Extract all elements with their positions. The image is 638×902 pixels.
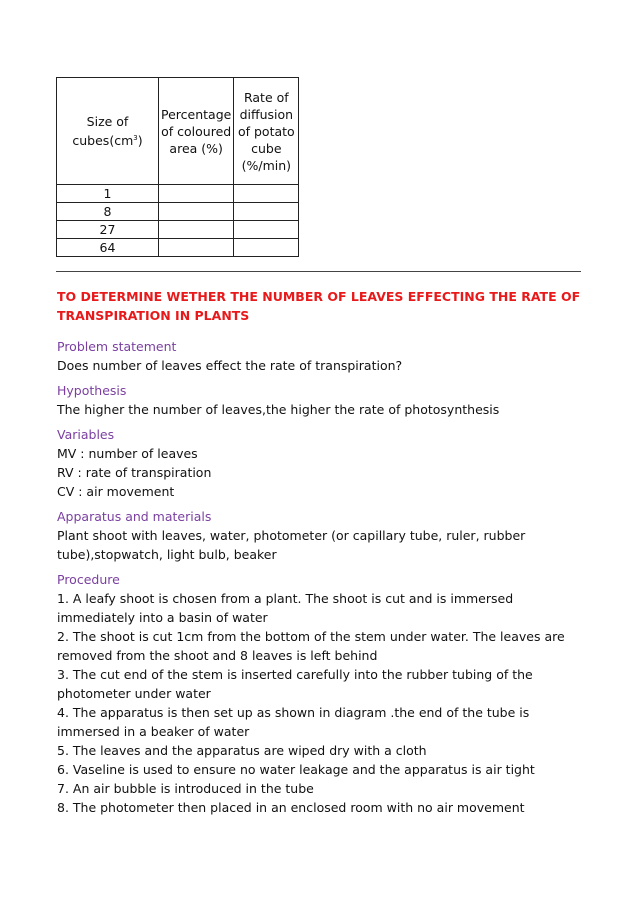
cell-rate bbox=[234, 239, 299, 257]
hypothesis-heading: Hypothesis bbox=[57, 383, 127, 398]
table-row bbox=[57, 221, 299, 239]
cell-percentage bbox=[159, 203, 234, 221]
cell-percentage bbox=[159, 221, 234, 239]
procedure-step: 3. The cut end of the stem is inserted carefully into the rubber tubing of the photometer under water bbox=[57, 667, 533, 701]
cell-size: 64 bbox=[57, 239, 159, 257]
horizontal-divider bbox=[56, 271, 581, 272]
hypothesis-text: The higher the number of leaves,the higher the rate of photosynthesis bbox=[57, 402, 500, 417]
table-row bbox=[57, 203, 299, 221]
table-row bbox=[57, 185, 299, 203]
procedure-step: 4. The apparatus is then set up as shown in diagram .the end of the tube is immersed in a beaker of water bbox=[57, 705, 530, 739]
variable-item: RV : rate of transpiration bbox=[57, 465, 212, 480]
procedure-step: 1. A leafy shoot is chosen from a plant. The shoot is cut and is immersed immediately into a basin of water bbox=[57, 591, 514, 625]
header-size-close: ) bbox=[137, 133, 143, 149]
problem-heading: Problem statement bbox=[57, 339, 177, 354]
cell-percentage bbox=[159, 185, 234, 203]
variable-item: CV : air movement bbox=[57, 484, 175, 499]
header-size-sup: 3 bbox=[133, 133, 138, 142]
cell-size: 1 bbox=[57, 185, 159, 203]
header-size bbox=[57, 78, 159, 185]
results-table bbox=[56, 77, 299, 257]
cell-size: 8 bbox=[57, 203, 159, 221]
cell-rate bbox=[234, 203, 299, 221]
variable-item: MV : number of leaves bbox=[57, 446, 198, 461]
header-size-label: Size of cubes(cm bbox=[72, 113, 134, 149]
variables-list bbox=[57, 444, 587, 501]
procedure-step: 6. Vaseline is used to ensure no water leakage and the apparatus is air tight bbox=[57, 762, 535, 777]
cell-size: 27 bbox=[57, 221, 159, 239]
cell-rate bbox=[234, 221, 299, 239]
procedure-step: 5. The leaves and the apparatus are wiped dry with a cloth bbox=[57, 743, 427, 758]
procedure-heading: Procedure bbox=[57, 572, 120, 587]
problem-text: Does number of leaves effect the rate of transpiration? bbox=[57, 358, 403, 373]
table-header-row bbox=[57, 78, 299, 185]
table-row bbox=[57, 239, 299, 257]
procedure-step: 8. The photometer then placed in an enclosed room with no air movement bbox=[57, 800, 525, 815]
cell-percentage bbox=[159, 239, 234, 257]
variables-heading: Variables bbox=[57, 427, 115, 442]
apparatus-heading: Apparatus and materials bbox=[57, 509, 212, 524]
apparatus-text: Plant shoot with leaves, water, photometer (or capillary tube, ruler, rubber tube),stopwatch, light bulb, beaker bbox=[57, 528, 526, 562]
experiment-section bbox=[57, 287, 587, 817]
cell-rate bbox=[234, 185, 299, 203]
header-rate: Rate of diffusion of potato cube (%/min) bbox=[234, 78, 299, 185]
header-percentage: Percentage of coloured area (%) bbox=[159, 78, 234, 185]
procedure-step: 7. An air bubble is introduced in the tube bbox=[57, 781, 314, 796]
procedure-step: 2. The shoot is cut 1cm from the bottom of the stem under water. The leaves are removed from the shoot and 8 leaves is left behind bbox=[57, 629, 565, 663]
procedure-list bbox=[57, 589, 587, 817]
experiment-title: TO DETERMINE WETHER THE NUMBER OF LEAVES EFFECTING THE RATE OF TRANSPIRATION IN PLANTS bbox=[57, 289, 581, 323]
